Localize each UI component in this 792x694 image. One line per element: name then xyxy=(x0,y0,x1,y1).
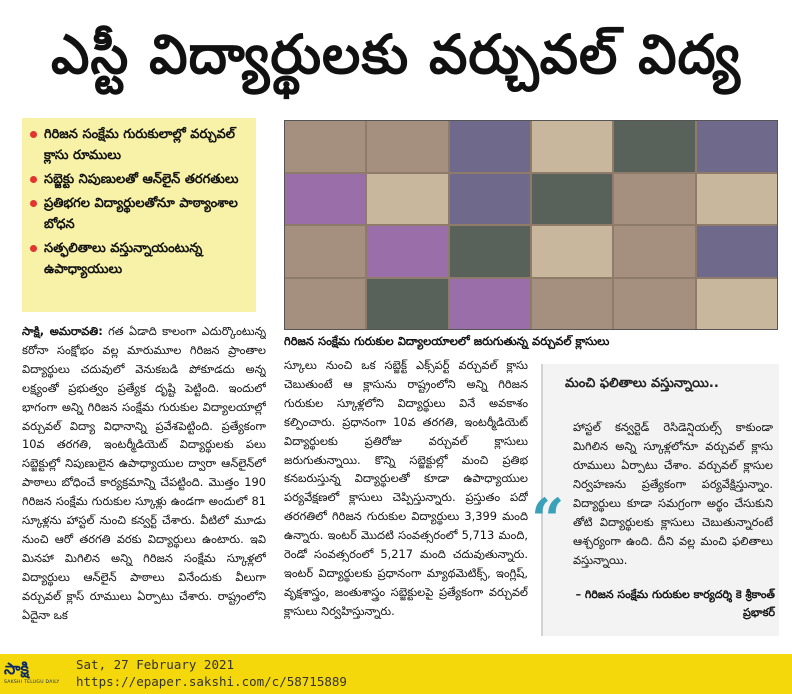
logo-text: సాక్షి xyxy=(4,659,29,678)
highlight-text: గిరిజన సంక్షేమ గురుకులాల్లో వర్చువల్ క్లాసు రూములు xyxy=(44,127,235,163)
quote-text: హాస్టల్ కన్వర్టెడ్ రెసిడెన్షియల్స్ కాకుండా మిగిలిన అన్ని స్కూళ్లలోనూ వర్చువల్ క్లాసు రూములు ఏర్పాటు చేశాం. వర్చువల్ క్లాసుల నిర్వహణను ప్రత్యేకంగా పర్యవేక్షిస్తున్నాం. విద్యార్థులు కూడా సమగ్రంగా అర్థం చేసుకుని తోటి విద్యార్థులకు క్లాసులు చెబుతున్నారంటే ఆశ్చర్యంగా ఉంది. దీని వల్ల మంచి ఫలితాలు వస్తున్నాయి. xyxy=(573,420,773,567)
highlight-item xyxy=(30,169,248,190)
highlight-text: ప్రతిభగల విద్యార్థులతోనూ పాఠ్యాంశాల బోధన xyxy=(44,196,238,232)
article-column-1 xyxy=(22,322,266,648)
highlights-box xyxy=(22,118,256,312)
bullet-icon xyxy=(30,200,37,207)
highlight-item xyxy=(30,124,248,166)
photo-caption: గిరిజన సంక్షేమ గురుకుల విద్యాలయాలలో జరుగుతున్న వర్చువల్ క్లాసులు xyxy=(284,334,610,348)
epaper-link[interactable]: https://epaper.sakshi.com/c/58715889 xyxy=(76,674,347,689)
article-headline: ఎస్టీ విద్యార్థులకు వర్చువల్ విద్య xyxy=(50,23,742,86)
bullet-icon xyxy=(30,131,37,138)
quote-mark-icon: “ xyxy=(531,486,565,554)
highlight-text: సబ్జెక్టు నిపుణులతో ఆన్‌లైన్ తరగతులు xyxy=(44,172,239,187)
column-1-text: గత ఏడాది కాలంగా ఎదుర్కొంటున్న కరోనా సంక్షోభం వల్ల మారుమూల గిరిజన ప్రాంతాల విద్యార్థులు చదువులో వెనుకబడి పోకూడదు అన్న లక్ష్యంతో ప్రభుత్వం ప్రత్యేక దృష్టి పెట్టింది. ఇందులో భాగంగా అన్ని గిరిజన సంక్షేమ గురుకుల విద్యాలయాల్లో వర్చువల్ విద్యా విధానాన్ని ప్రవేశపెట్టింది. ప్రత్యేకంగా 10వ తరగతి, ఇంటర్మీడియెట్ విద్యార్థులకు పలు సబ్జెక్టుల్లో నిపుణులైన ఉపాధ్యాయుల ద్వారా ఆన్‌లైన్‌లో పాఠాలు బోధించే కార్యక్రమాన్ని చేపట్టింది. మొత్తం 190 గిరిజన సంక్షేమ గురుకుల స్కూళ్లు ఉండగా అందులో 81 స్కూళ్లను హాస్టల్ నుంచి కన్వర్ట్ చేశారు. వీటిలో మూడు నుంచి ఆరో తరగతి వరకు విద్యార్థులు ఉంటారు. ఇవి మినహా మిగిలిన అన్ని గిరిజన సంక్షేమ స్కూళ్లలో విద్యార్థులు ఆన్‌లైన్ పాఠాలు వినేందుకు వీలుగా వర్చువల్ క్లాస్ రూములు ఏర్పాటు చేశారు. రాష్ట్రంలోని ఏదైనా ఒక xyxy=(22,324,266,622)
highlight-text: సత్ఫలితాలు వస్తున్నాయంటున్న ఉపాధ్యాయులు xyxy=(44,241,203,277)
logo-subtitle: SAKSHI TELUGU DAILY xyxy=(4,680,60,685)
quote-heading: మంచి ఫలితాలు వస్తున్నాయి.. xyxy=(565,376,719,391)
highlight-item xyxy=(30,238,248,280)
article-column-2: స్కూలు నుంచి ఒక సబ్జెక్ట్ ఎక్స్‌పర్ట్ వర్చువల్ క్లాసు చెబుతుంటే ఆ క్లాసును రాష్ట్రంలోని అన్ని గిరిజన గురుకుల స్కూళ్లలోని విద్యార్థులు వినే అవకాశం కల్పించారు. ప్రధానంగా 10వ తరగతి, ఇంటర్మీడియెట్ విద్యార్థులకు ప్రతిరోజు వర్చువల్ క్లాసులు జరుగుతున్నాయి. కొన్ని సబ్జెక్టుల్లో మంచి ప్రతిభ కనబరుస్తున్న విద్యార్థులతో కూడా ఉపాధ్యాయుల పర్యవేక్షణలో క్లాసులు చెప్పిస్తున్నారు. ప్రస్తుతం పదో తరగతిలో గిరిజన గురుకుల విద్యార్థులు 3,399 మంది ఉన్నారు. ఇంటర్ మొదటి సంవత్సరంలో 5,713 మంది, రెండో సంవత్సరంలో 5,217 మంది చదువుతున్నారు. ఇంటర్ విద్యార్థులకు ప్రధానంగా మ్యాథమెటిక్స్, ఇంగ్లిష్, వృక్షశాస్త్రం, జంతుశాస్త్రం సబ్జెక్టులపై ప్రత్యేకంగా వర్చువల్ క్లాసులు నిర్వహిస్తున్నారు. xyxy=(284,358,528,618)
classroom-photo-collage xyxy=(284,120,778,330)
bullet-icon xyxy=(30,176,37,183)
footer-bar xyxy=(0,654,792,694)
quote-box xyxy=(531,364,779,636)
dateline: సాక్షి, అమరావతి: xyxy=(22,324,103,338)
quote-attribution: – గిరిజన సంక్షేమ గురుకుల కార్యదర్శి కె శ్రీకాంత్ ప్రభాకర్ xyxy=(575,588,775,619)
bullet-icon xyxy=(30,245,37,252)
publish-date: Sat, 27 February 2021 xyxy=(76,657,235,672)
highlight-item xyxy=(30,193,248,235)
sakshi-logo[interactable] xyxy=(4,658,64,690)
